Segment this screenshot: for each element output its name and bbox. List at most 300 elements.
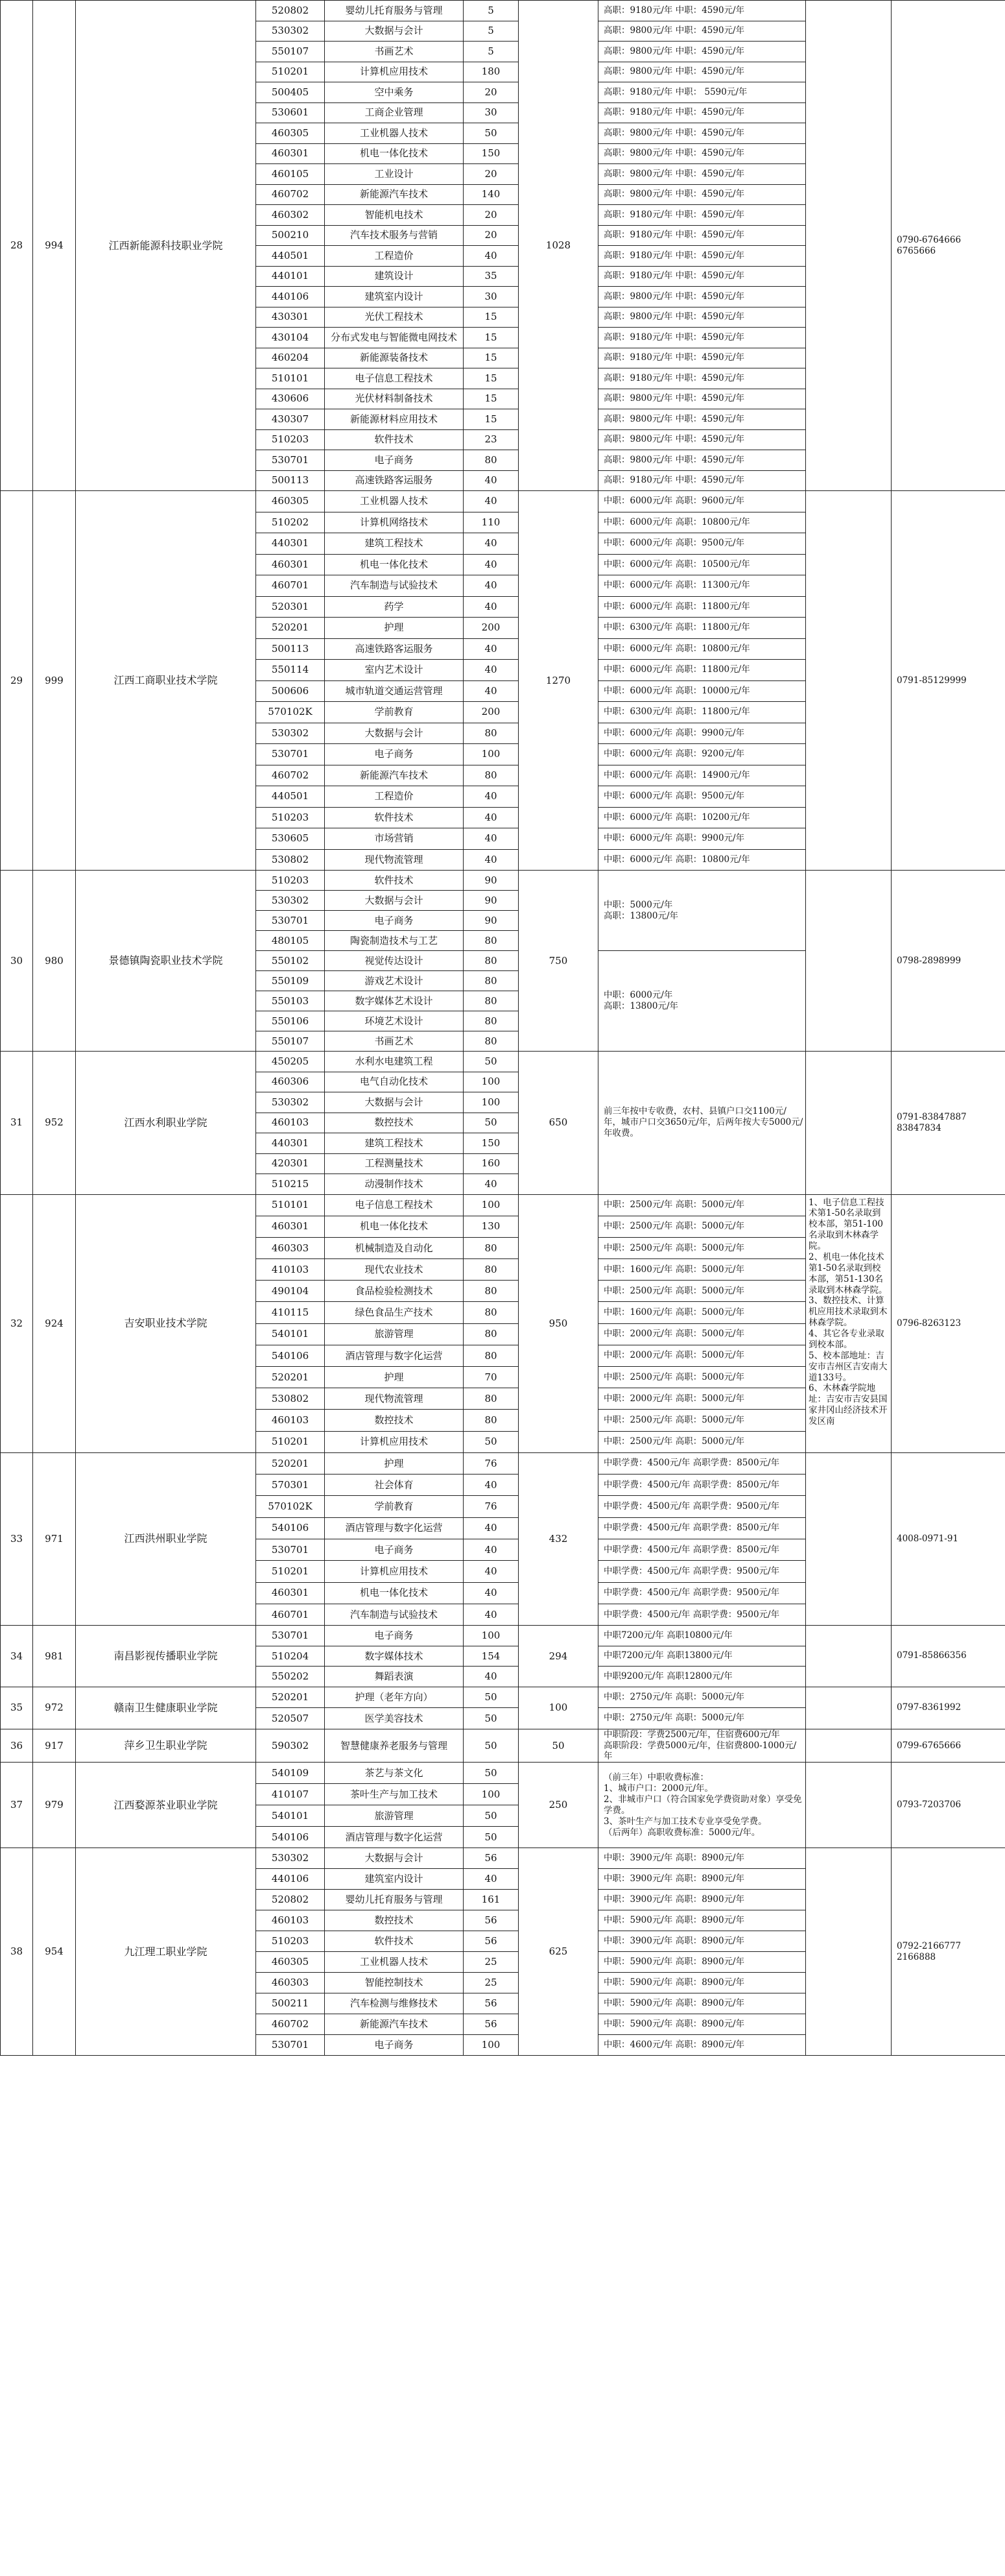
- major-name: [325, 429, 464, 450]
- major-quota-text: 90: [484, 914, 497, 926]
- major-name-text: 医学美容技术: [364, 1712, 423, 1724]
- school-name-text: 萍乡卫生职业学院: [124, 1739, 207, 1751]
- major-code: [256, 42, 325, 62]
- major-quota-text: 56: [484, 1914, 497, 1927]
- major-quota-text: 40: [484, 642, 497, 655]
- major-code: [256, 1848, 325, 1869]
- school-total: [519, 871, 598, 1052]
- major-name-text: 水利水电建筑工程: [355, 1055, 433, 1067]
- major-code: [256, 849, 325, 871]
- major-name: [325, 1496, 464, 1517]
- major-code: [256, 1517, 325, 1539]
- row-seq: [1, 1763, 33, 1848]
- tuition-fee: [598, 849, 806, 871]
- major-code: [256, 638, 325, 660]
- major-quota-text: 40: [484, 1543, 497, 1556]
- tuition-fee-text: 中职：5900元/年 高职：8900元/年: [604, 1915, 745, 1926]
- major-quota-text: 100: [481, 2039, 501, 2051]
- major-code-text: 530302: [271, 25, 309, 37]
- major-name-text: 新能源汽车技术: [359, 769, 428, 781]
- major-code: [256, 1194, 325, 1216]
- major-code: [256, 891, 325, 911]
- major-quota-text: 160: [481, 1157, 501, 1170]
- major-name: [325, 470, 464, 491]
- tuition-fee-text: 中职：1600元/年 高职：5000元/年: [604, 1307, 745, 1318]
- major-quota: [464, 164, 519, 185]
- school-total-text: 100: [549, 1702, 568, 1714]
- major-quota: [464, 1561, 519, 1582]
- major-code: [256, 2014, 325, 2035]
- school-name-text: 江西工商职业技术学院: [113, 674, 218, 686]
- major-name-text: 数控技术: [374, 1116, 414, 1129]
- major-name: [325, 1952, 464, 1973]
- major-quota: [464, 429, 519, 450]
- tuition-fee-text: 高职：9800元/年 中职：4590元/年: [604, 66, 745, 77]
- major-name-text: 建筑室内设计: [364, 1873, 423, 1885]
- major-quota-text: 50: [484, 1712, 497, 1724]
- major-code-text: 500405: [271, 86, 309, 98]
- major-code: [256, 123, 325, 144]
- tuition-fee: [598, 554, 806, 575]
- major-code: [256, 1475, 325, 1496]
- tuition-fee-text: 中职：6000元/年 高职：9500元/年: [604, 538, 745, 549]
- school-name: [76, 1452, 256, 1625]
- major-name-text: 舞蹈表演: [374, 1670, 414, 1682]
- major-name: [325, 42, 464, 62]
- major-name: [325, 660, 464, 681]
- major-code: [256, 143, 325, 164]
- major-quota-text: 40: [484, 474, 497, 487]
- remarks-text: 1、电子信息工程技术第1-50名录取到校本部，第51-100名录取到木林森学院。 2、机电一体化技术第1-50名录取到校本部，第51-130名录取到木林森学院。 3、数控技术、计算机应用技术录取到木林森学院。 4、其它各专业录取到校本部。 5、校本部地址：吉安市吉州区吉安南大道133号。 6、木林森学院地址：吉安市吉安县国家井冈山经济技术开发区南: [809, 1197, 888, 1426]
- major-code-text: 550109: [271, 974, 309, 987]
- major-code-text: 530302: [271, 727, 309, 739]
- school-name: [76, 1848, 256, 2056]
- table-row: [1, 1763, 1005, 1784]
- major-code: [256, 164, 325, 185]
- tuition-fee: [598, 786, 806, 808]
- major-code: [256, 1784, 325, 1805]
- major-code-text: 520802: [271, 1894, 309, 1906]
- major-name: [325, 554, 464, 575]
- row-seq-text: 38: [10, 1945, 23, 1958]
- major-quota-text: 80: [484, 1035, 497, 1047]
- major-quota: [464, 951, 519, 971]
- major-code: [256, 1827, 325, 1848]
- major-name: [325, 123, 464, 144]
- major-name: [325, 1667, 464, 1687]
- major-quota-text: 154: [481, 1650, 501, 1662]
- remarks: [806, 871, 892, 1052]
- major-name-text: 市场营销: [374, 832, 414, 845]
- major-name: [325, 1827, 464, 1848]
- major-quota: [464, 62, 519, 82]
- major-code: [256, 450, 325, 471]
- tuition-fee: [598, 1931, 806, 1952]
- school-total: [519, 1194, 598, 1452]
- major-quota-text: 25: [484, 1977, 497, 1989]
- major-code: [256, 1281, 325, 1302]
- major-quota: [464, 1993, 519, 2014]
- major-name: [325, 1237, 464, 1258]
- major-name-text: 机电一体化技术: [359, 558, 428, 570]
- major-code-text: 500606: [271, 684, 309, 697]
- tuition-fee: [598, 42, 806, 62]
- tuition-fee-text: 中职学费：4500元/年 高职学费：9500元/年: [604, 1565, 780, 1576]
- tuition-fee-text: 中职学费：4500元/年 高职学费：8500元/年: [604, 1523, 780, 1534]
- major-code: [256, 1345, 325, 1366]
- major-name-text: 婴幼儿托育服务与管理: [345, 1894, 443, 1906]
- major-quota: [464, 1687, 519, 1708]
- tuition-fee-text: 高职：9180元/年 中职：4590元/年: [604, 352, 745, 363]
- major-code: [256, 21, 325, 42]
- row-seq: [1, 1687, 33, 1729]
- tuition-fee: [598, 744, 806, 765]
- tuition-fee: [598, 638, 806, 660]
- major-code: [256, 1667, 325, 1687]
- major-code-text: 440501: [271, 790, 309, 802]
- major-quota: [464, 512, 519, 533]
- major-code: [256, 554, 325, 575]
- contact-phone-text: 4008-0971-91: [897, 1534, 959, 1544]
- major-quota-text: 20: [484, 86, 497, 98]
- major-code: [256, 1174, 325, 1195]
- tuition-fee: [598, 1237, 806, 1258]
- major-name-text: 电子商务: [374, 2039, 414, 2051]
- major-code-text: 550202: [271, 1670, 309, 1682]
- major-quota: [464, 1582, 519, 1604]
- tuition-fee-text: 高职：9800元/年 中职：4590元/年: [604, 168, 745, 179]
- major-code: [256, 1604, 325, 1625]
- major-code-text: 430301: [271, 311, 309, 323]
- tuition-fee-text: 高职：9800元/年 中职：4590元/年: [604, 189, 745, 200]
- major-name-text: 环境艺术设计: [364, 1015, 423, 1027]
- major-name: [325, 596, 464, 618]
- major-quota: [464, 931, 519, 951]
- major-quota-text: 40: [484, 790, 497, 802]
- major-name: [325, 1626, 464, 1646]
- major-code: [256, 307, 325, 328]
- major-code-text: 460204: [271, 352, 309, 364]
- tuition-fee-text: 中职：6000元/年 高职：9500元/年: [604, 791, 745, 802]
- school-name-text: 景德镇陶瓷职业技术学院: [108, 954, 223, 967]
- major-name: [325, 409, 464, 430]
- school-code: [33, 1687, 76, 1729]
- major-name: [325, 1784, 464, 1805]
- table-row: [1, 1, 1005, 21]
- major-quota-text: 50: [484, 1436, 497, 1448]
- major-code-text: 460701: [271, 579, 309, 592]
- school-name: [76, 1626, 256, 1687]
- major-code-text: 430307: [271, 413, 309, 425]
- remarks: [806, 1687, 892, 1729]
- major-quota-text: 40: [484, 558, 497, 570]
- tuition-fee-text: 中职：2500元/年 高职：5000元/年: [604, 1221, 745, 1232]
- major-quota: [464, 1827, 519, 1848]
- tuition-fee: [598, 82, 806, 103]
- major-name: [325, 328, 464, 348]
- major-name-text: 大数据与会计: [364, 1852, 423, 1864]
- major-name-text: 电子商务: [374, 1630, 414, 1641]
- major-code-text: 590302: [271, 1739, 309, 1751]
- major-code: [256, 871, 325, 891]
- major-quota-text: 180: [481, 66, 501, 78]
- school-code: [33, 491, 76, 871]
- major-name-text: 电子商务: [374, 453, 414, 466]
- school-name: [76, 1052, 256, 1195]
- major-code: [256, 1092, 325, 1113]
- school-code: [33, 1848, 76, 2056]
- major-quota: [464, 409, 519, 430]
- contact-phone: [892, 1194, 1005, 1452]
- row-seq: [1, 1, 33, 491]
- school-total-text: 625: [549, 1945, 568, 1958]
- major-code-text: 530701: [271, 914, 309, 926]
- major-name: [325, 1604, 464, 1625]
- remarks: [806, 1763, 892, 1848]
- major-quota-text: 15: [484, 413, 497, 425]
- major-code: [256, 911, 325, 931]
- tuition-fee-text: 中职：2500元/年 高职：5000元/年: [604, 1415, 745, 1426]
- major-quota: [464, 1869, 519, 1890]
- table-row: [1, 1848, 1005, 1869]
- major-name-text: 光伏材料制备技术: [355, 392, 433, 405]
- major-name-text: 建筑设计: [374, 270, 414, 282]
- major-name: [325, 575, 464, 597]
- remarks: [806, 1626, 892, 1687]
- major-quota-text: 80: [484, 1392, 497, 1404]
- tuition-fee-text: 中职9200元/年 高职12800元/年: [604, 1670, 733, 1681]
- major-name: [325, 765, 464, 786]
- school-code: [33, 1052, 76, 1195]
- major-quota-text: 40: [484, 1565, 497, 1577]
- major-quota: [464, 807, 519, 828]
- major-code: [256, 1496, 325, 1517]
- tuition-fee: [598, 1539, 806, 1560]
- major-quota-text: 40: [484, 1522, 497, 1534]
- school-name-text: 江西水利职业学院: [124, 1116, 207, 1129]
- major-code-text: 530302: [271, 894, 309, 906]
- table-row: [1, 1052, 1005, 1072]
- major-code: [256, 575, 325, 597]
- major-quota: [464, 1708, 519, 1729]
- major-code-text: 500113: [271, 474, 309, 487]
- tuition-fee-text: 高职：9800元/年 中职：4590元/年: [604, 148, 745, 159]
- major-code-text: 460702: [271, 2018, 309, 2030]
- major-name-text: 智能机电技术: [364, 208, 423, 221]
- tuition-fee: [598, 470, 806, 491]
- tuition-fee-text: 中职：2500元/年 高职：5000元/年: [604, 1242, 745, 1253]
- major-name-text: 大数据与会计: [364, 894, 423, 906]
- major-code-text: 510203: [271, 433, 309, 446]
- major-name-text: 机电一体化技术: [359, 147, 428, 160]
- tuition-fee: [598, 723, 806, 744]
- row-seq-text: 33: [10, 1533, 23, 1545]
- school-name-text: 江西洪州职业学院: [124, 1532, 207, 1545]
- tuition-fee-text: 中职：2000元/年 高职：5000元/年: [604, 1350, 745, 1361]
- school-total-text: 250: [549, 1799, 568, 1811]
- tuition-fee-text: 中职：6000元/年 高职：10200元/年: [604, 812, 750, 823]
- tuition-fee: [598, 596, 806, 618]
- major-quota: [464, 1763, 519, 1784]
- major-code-text: 460702: [271, 188, 309, 200]
- major-name-text: 茶艺与茶文化: [364, 1766, 423, 1779]
- major-code-text: 510203: [271, 1935, 309, 1947]
- tuition-fee-text: 高职：9180元/年 中职： 5590元/年: [604, 86, 748, 97]
- major-quota: [464, 1388, 519, 1410]
- major-quota: [464, 702, 519, 723]
- major-name-text: 建筑室内设计: [364, 290, 423, 302]
- major-quota-text: 100: [481, 1788, 501, 1800]
- major-code-text: 460305: [271, 1956, 309, 1968]
- tuition-fee-text: 中职：6000元/年 高职：9900元/年: [604, 727, 745, 738]
- tuition-fee: [598, 409, 806, 430]
- major-code-text: 440106: [271, 1873, 309, 1885]
- major-quota: [464, 307, 519, 328]
- major-name-text: 工业机器人技术: [359, 126, 428, 139]
- major-name-text: 大数据与会计: [364, 727, 423, 739]
- major-quota: [464, 1113, 519, 1133]
- major-code: [256, 991, 325, 1011]
- major-code: [256, 1, 325, 21]
- major-quota-text: 40: [484, 495, 497, 507]
- major-code: [256, 62, 325, 82]
- major-quota: [464, 1973, 519, 1993]
- major-code-text: 490104: [271, 1284, 309, 1297]
- major-quota: [464, 368, 519, 389]
- row-seq-text: 37: [10, 1799, 23, 1811]
- major-code-text: 510101: [271, 1199, 309, 1211]
- major-quota: [464, 575, 519, 597]
- school-total: [519, 1052, 598, 1195]
- major-name: [325, 1052, 464, 1072]
- major-name-text: 机电一体化技术: [359, 1220, 428, 1233]
- tuition-fee: [598, 1582, 806, 1604]
- school-name-text: 江西婺源茶业职业学院: [113, 1798, 218, 1811]
- tuition-fee-text: 中职：2000元/年 高职：5000元/年: [604, 1393, 745, 1404]
- major-code-text: 530701: [271, 748, 309, 760]
- major-name: [325, 1910, 464, 1931]
- major-code: [256, 931, 325, 951]
- major-name: [325, 1345, 464, 1366]
- major-code-text: 520201: [271, 1691, 309, 1703]
- major-code: [256, 1072, 325, 1092]
- major-name-text: 软件技术: [374, 811, 414, 823]
- major-code-text: 510215: [271, 1177, 309, 1190]
- tuition-fee: [598, 1626, 806, 1646]
- major-name-text: 新能源装备技术: [359, 352, 428, 364]
- major-name-text: 计算机应用技术: [359, 1436, 428, 1448]
- tuition-fee-text: 高职：9800元/年 中职：4590元/年: [604, 311, 745, 322]
- major-quota-text: 100: [481, 1076, 501, 1088]
- school-code-text: 980: [45, 954, 64, 967]
- major-quota: [464, 554, 519, 575]
- major-quota: [464, 1410, 519, 1431]
- major-name: [325, 1848, 464, 1869]
- major-code: [256, 1410, 325, 1431]
- school-total: [519, 1626, 598, 1687]
- row-seq-text: 32: [10, 1317, 23, 1329]
- remarks: [806, 1848, 892, 2056]
- major-quota: [464, 596, 519, 618]
- major-quota-text: 20: [484, 208, 497, 221]
- major-code: [256, 702, 325, 723]
- major-name: [325, 1973, 464, 1993]
- major-name-text: 婴幼儿托育服务与管理: [345, 4, 443, 16]
- major-quota: [464, 871, 519, 891]
- tuition-fee: [598, 1993, 806, 2014]
- school-total-text: 1270: [545, 674, 571, 686]
- major-quota: [464, 1259, 519, 1281]
- major-code-text: 460303: [271, 1977, 309, 1989]
- contact-phone-text: 0791-85129999: [897, 675, 967, 686]
- tuition-fee: [598, 1667, 806, 1687]
- major-quota-text: 40: [484, 1478, 497, 1491]
- major-quota-text: 200: [481, 706, 501, 718]
- major-quota: [464, 1174, 519, 1195]
- major-name: [325, 1194, 464, 1216]
- major-name-text: 工业机器人技术: [359, 495, 428, 507]
- major-quota-text: 80: [484, 974, 497, 987]
- major-code-text: 520201: [271, 1371, 309, 1383]
- contact-phone-text: 0799-6765666: [897, 1740, 962, 1751]
- major-name: [325, 1388, 464, 1410]
- major-name-text: 电子信息工程技术: [355, 372, 433, 384]
- tuition-fee-text: 中职：4600元/年 高职：8900元/年: [604, 2040, 745, 2051]
- tuition-fee: [598, 184, 806, 205]
- major-code: [256, 1153, 325, 1174]
- major-quota-text: 80: [484, 453, 497, 466]
- major-name: [325, 1729, 464, 1763]
- major-name: [325, 744, 464, 765]
- major-code-text: 530802: [271, 853, 309, 865]
- major-quota: [464, 1646, 519, 1667]
- major-code: [256, 1869, 325, 1890]
- tuition-fee: [598, 1604, 806, 1625]
- major-name-text: 分布式发电与智能微电网技术: [330, 331, 457, 343]
- major-name-text: 机械制造及自动化: [355, 1242, 433, 1254]
- major-code-text: 570102K: [268, 1500, 313, 1513]
- major-code-text: 500210: [271, 229, 309, 241]
- tuition-fee: [598, 143, 806, 164]
- major-quota-text: 56: [484, 1935, 497, 1947]
- major-quota-text: 50: [484, 1691, 497, 1703]
- remarks: [806, 1729, 892, 1763]
- major-code-text: 460305: [271, 495, 309, 507]
- major-quota-text: 150: [481, 1137, 501, 1149]
- major-name: [325, 1475, 464, 1496]
- tuition-fee: [598, 307, 806, 328]
- major-name-text: 护理: [384, 621, 404, 634]
- tuition-fee: [598, 1281, 806, 1302]
- major-name: [325, 1517, 464, 1539]
- major-code: [256, 1646, 325, 1667]
- school-name-text: 赣南卫生健康职业学院: [113, 1701, 218, 1714]
- major-quota: [464, 911, 519, 931]
- tuition-fee: [598, 1952, 806, 1973]
- remarks: [806, 491, 892, 871]
- tuition-fee-text: 中职：6000元/年 高职：10500元/年: [604, 559, 750, 570]
- major-quota-text: 80: [484, 994, 497, 1007]
- major-name: [325, 1153, 464, 1174]
- major-name: [325, 450, 464, 471]
- major-quota: [464, 1072, 519, 1092]
- major-code-text: 430606: [271, 392, 309, 405]
- major-name: [325, 246, 464, 267]
- tuition-fee: [598, 1367, 806, 1388]
- major-name-text: 旅游管理: [374, 1328, 414, 1340]
- remarks: [806, 1194, 892, 1452]
- major-quota-text: 15: [484, 311, 497, 323]
